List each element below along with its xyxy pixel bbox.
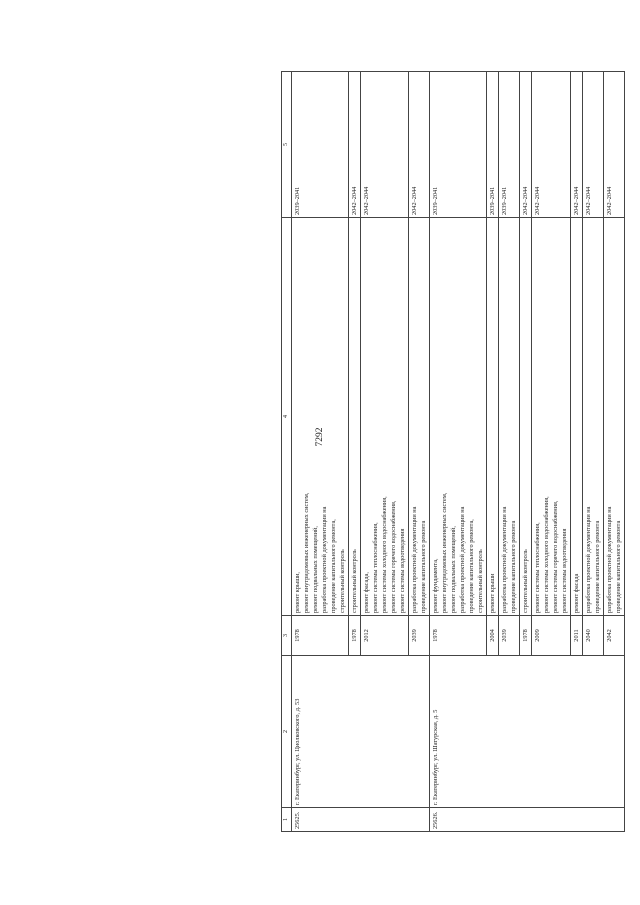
work-list: [349, 218, 361, 616]
header-col-5: 5: [282, 72, 292, 218]
work-year: 2011: [571, 616, 583, 656]
work-item: ремонт фасада,: [363, 572, 370, 613]
work-period: 2039–2041: [430, 72, 487, 218]
work-list: [487, 218, 499, 616]
work-list: [409, 218, 430, 616]
work-item: ремонт внутридомовых инженерных систем,: [441, 492, 448, 613]
work-item: ремонт внутридомовых инженерных систем,: [303, 492, 310, 613]
work-period: 2042–2044: [583, 72, 604, 218]
header-row: [282, 72, 292, 832]
table-row: [292, 72, 349, 832]
work-item: строительный контроль: [522, 549, 529, 613]
work-period: 2039–2041: [487, 72, 499, 218]
work-list: [571, 218, 583, 616]
header-col-2: 2: [282, 656, 292, 808]
work-item: ремонт системы теплоснабжения,: [372, 522, 379, 613]
building-address: г. Екатеринбург, ул. Шатурская, д. 5: [430, 656, 625, 808]
work-item: строительный контроль: [351, 549, 358, 613]
work-item: проведение капитального ремонта: [594, 520, 601, 613]
work-item: разработка проектной документации на: [459, 506, 466, 613]
work-list: [499, 218, 520, 616]
work-item: проведение капитального ремонта: [510, 520, 517, 613]
work-year: 2040: [583, 616, 604, 656]
header-col-4: 4: [282, 218, 292, 616]
table-row: [430, 72, 487, 832]
work-item: ремонт крыши,: [294, 571, 301, 613]
work-item: ремонт фасада: [573, 573, 580, 613]
work-year: 1978: [520, 616, 532, 656]
work-period: 2042–2044: [604, 72, 625, 218]
work-item: проведение капитального ремонта,: [330, 519, 337, 613]
work-item: ремонт системы горячего водоснабжения,: [552, 500, 559, 613]
building-address: г. Екатеринбург, ул. Циолковского, д. 53: [292, 656, 430, 808]
work-item: ремонт подвальных помещений,: [450, 526, 457, 613]
work-item: проведение капитального ремонта: [420, 520, 427, 613]
work-period: 2042–2044: [571, 72, 583, 218]
work-year: 1978: [292, 616, 349, 656]
work-list: [532, 218, 571, 616]
work-year: 2039: [499, 616, 520, 656]
work-item: ремонт системы водоотведения: [399, 528, 406, 613]
work-item: проведение капитального ремонта: [615, 520, 622, 613]
work-period: 2042–2044: [409, 72, 430, 218]
work-year: 2039: [409, 616, 430, 656]
work-list: [583, 218, 604, 616]
work-item: ремонт подвальных помещений,: [312, 526, 319, 613]
work-year: 2009: [532, 616, 571, 656]
work-year: 2042: [604, 616, 625, 656]
work-period: 2042–2044: [520, 72, 532, 218]
header-col-1: 1: [282, 808, 292, 832]
work-item: ремонт системы холодного водоснабжения,: [381, 496, 388, 613]
work-item: разработка проектной документации на: [606, 506, 613, 613]
rotated-sheet: [281, 72, 640, 832]
work-year: 2012: [361, 616, 409, 656]
work-period: 2042–2044: [532, 72, 571, 218]
work-period: 2039–2041: [292, 72, 349, 218]
work-year: 1978: [430, 616, 487, 656]
work-period: 2039–2041: [499, 72, 520, 218]
work-item: ремонт системы водоотведения: [561, 528, 568, 613]
work-period: 2042–2044: [361, 72, 409, 218]
work-item: проведение капитального ремонта,: [468, 519, 475, 613]
header-col-3: 3: [282, 616, 292, 656]
work-list: [604, 218, 625, 616]
work-list: [520, 218, 532, 616]
work-item: ремонт системы холодного водоснабжения,: [543, 496, 550, 613]
work-year: 1978: [349, 616, 361, 656]
work-list: [292, 218, 349, 616]
repair-schedule-table: [281, 71, 625, 832]
work-list: [430, 218, 487, 616]
work-item: разработка проектной документации на: [585, 506, 592, 613]
work-item: разработка проектной документации на: [411, 506, 418, 613]
work-year: 2004: [487, 616, 499, 656]
work-item: ремонт системы теплоснабжения,: [534, 522, 541, 613]
page-number: 7292: [315, 427, 325, 447]
work-item: разработка проектной документации на: [501, 506, 508, 613]
work-item: строительный контроль: [477, 549, 484, 613]
work-item: строительный контроль: [339, 549, 346, 613]
work-item: ремонт системы горячего водоснабжения,: [390, 500, 397, 613]
work-item: разработка проектной документации на: [321, 506, 328, 613]
work-item: ремонт фундамента,: [432, 558, 439, 613]
building-number: 25626.: [430, 808, 625, 832]
work-item: ремонт крыши: [489, 573, 496, 613]
work-list: [361, 218, 409, 616]
work-period: 2042–2044: [349, 72, 361, 218]
building-number: 25625.: [292, 808, 430, 832]
